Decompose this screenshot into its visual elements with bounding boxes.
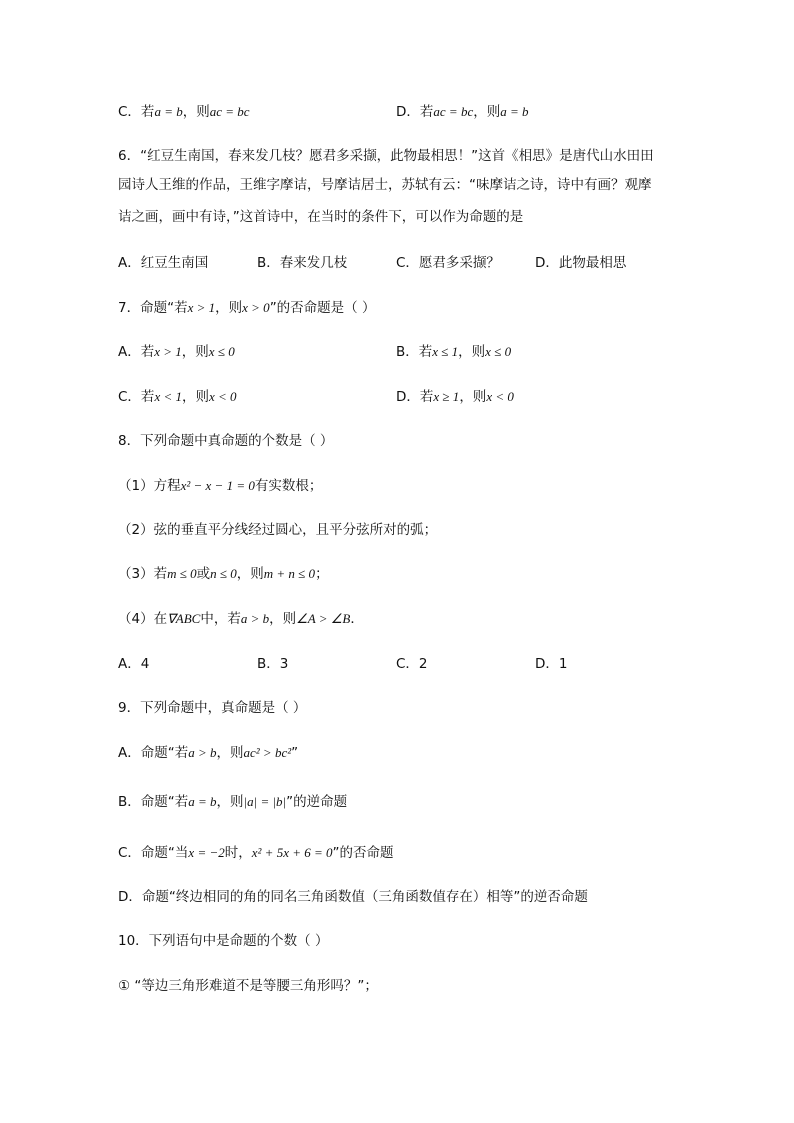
item-text: ； bbox=[315, 566, 329, 582]
option-sep: ，则 bbox=[181, 389, 209, 405]
math-expr: x ≤ 0 bbox=[485, 344, 512, 359]
math-expr: ac = bc bbox=[209, 104, 250, 119]
option-text: ”的否命题 bbox=[332, 845, 394, 861]
q9-option-b bbox=[118, 791, 347, 813]
option-sep: ，则 bbox=[473, 104, 501, 120]
option-text: 时， bbox=[224, 845, 252, 861]
option-sep: ，则 bbox=[459, 389, 487, 405]
item-text: ，则 bbox=[269, 611, 297, 627]
math-expr: x < 1 bbox=[154, 389, 182, 404]
math-expr: m + n ≤ 0 bbox=[263, 566, 316, 581]
q6-stem-line-2: 园诗人王维的作品，王维字摩诘，号摩诘居士，苏轼有云：“味摩诘之诗，诗中有画？观摩 bbox=[118, 177, 652, 193]
math-expr: a > b bbox=[240, 611, 270, 626]
q5-option-d bbox=[396, 101, 529, 123]
math-expr: n ≤ 0 bbox=[210, 566, 237, 581]
math-expr: x ≤ 1 bbox=[432, 344, 459, 359]
q10-stem: 10．下列语句中是命题的个数（ ） bbox=[118, 933, 329, 949]
q8-option-c: C．2 bbox=[396, 656, 428, 672]
q8-option-a: A．4 bbox=[118, 656, 150, 672]
stem-text: ，则 bbox=[215, 300, 243, 316]
math-expr: x > 1 bbox=[187, 300, 216, 315]
q6-option-c: C．愿君多采撷？ bbox=[396, 255, 500, 271]
math-expr: x ≤ 0 bbox=[208, 344, 235, 359]
option-label: C．若 bbox=[118, 389, 155, 405]
option-sep: ，则 bbox=[181, 344, 209, 360]
q7-stem bbox=[118, 297, 375, 319]
item-text: ，则 bbox=[236, 566, 264, 582]
q6-option-d: D．此物最相思 bbox=[535, 255, 627, 271]
math-expr: ac = bc bbox=[433, 104, 474, 119]
option-sep: ，则 bbox=[458, 344, 486, 360]
item-text: （1）方程 bbox=[118, 478, 181, 494]
q6-stem-line-3: 诘之画，画中有诗，”这首诗中，在当时的条件下，可以作为命题的是 bbox=[118, 209, 524, 225]
q9-option-a bbox=[118, 742, 298, 764]
math-expr: a = b bbox=[500, 104, 529, 119]
option-text: C．命题“当 bbox=[118, 845, 189, 861]
math-expr: x > 0 bbox=[242, 300, 270, 315]
option-text: ，则 bbox=[216, 794, 244, 810]
q9-option-d: D．命题“终边相同的角的同名三角函数值（三角函数值存在）相等”的逆否命题 bbox=[118, 889, 588, 905]
stem-text: 7．命题“若 bbox=[118, 300, 188, 316]
stem-text: ”的否命题是（ ） bbox=[269, 300, 376, 316]
option-label: A．若 bbox=[118, 344, 155, 360]
q8-option-b: B．3 bbox=[257, 656, 289, 672]
math-expr: x ≥ 1 bbox=[433, 389, 460, 404]
option-label: C．若 bbox=[118, 104, 155, 120]
option-label: B．若 bbox=[396, 344, 433, 360]
q7-option-a bbox=[118, 341, 235, 363]
math-expr: x < 0 bbox=[486, 389, 514, 404]
math-expr: m ≤ 0 bbox=[167, 566, 197, 581]
q10-item-1: ① “等边三角形难道不是等腰三角形吗？”； bbox=[118, 978, 378, 994]
option-label: D．若 bbox=[396, 389, 434, 405]
q8-item-4 bbox=[118, 608, 364, 630]
item-text: ． bbox=[350, 611, 364, 627]
q7-option-c bbox=[118, 386, 237, 408]
item-text: 有实数根； bbox=[254, 478, 323, 494]
q8-option-d: D．1 bbox=[535, 656, 568, 672]
option-label: D．若 bbox=[396, 104, 434, 120]
math-expr: a = b bbox=[154, 104, 183, 119]
item-text: 或 bbox=[196, 566, 211, 582]
item-text: （4）在 bbox=[118, 611, 168, 627]
q8-item-1 bbox=[118, 475, 322, 497]
option-text: ，则 bbox=[216, 745, 244, 761]
q8-stem: 8．下列命题中真命题的个数是（ ） bbox=[118, 433, 334, 449]
q8-item-2: （2）弦的垂直平分线经过圆心，且平分弦所对的弧； bbox=[118, 522, 438, 538]
q8-item-3 bbox=[118, 563, 329, 585]
q6-option-a: A．红豆生南国 bbox=[118, 255, 209, 271]
math-expr: |a| = |b| bbox=[243, 794, 287, 809]
item-text: （3）若 bbox=[118, 566, 168, 582]
math-expr: x = −2 bbox=[188, 845, 225, 860]
q6-stem-line-1: 6．“红豆生南国，春来发几枝？愿君多采撷，此物最相思！”这首《相思》是唐代山水田田 bbox=[118, 148, 654, 164]
option-sep: ，则 bbox=[182, 104, 210, 120]
q9-stem: 9．下列命题中，真命题是（ ） bbox=[118, 700, 307, 716]
option-text: ” bbox=[291, 745, 299, 761]
math-expr: x² + 5x + 6 = 0 bbox=[251, 845, 333, 860]
math-expr: a > b bbox=[188, 745, 217, 760]
q5-option-c bbox=[118, 101, 250, 123]
q7-option-d bbox=[396, 386, 514, 408]
math-expr: a = b bbox=[188, 794, 217, 809]
option-text: ”的逆命题 bbox=[286, 794, 348, 810]
math-expr: ac² > bc² bbox=[243, 745, 292, 760]
math-expr: x² − x − 1 = 0 bbox=[180, 478, 255, 493]
item-text: 中，若 bbox=[200, 611, 241, 627]
q9-option-c bbox=[118, 842, 394, 864]
math-expr: ∇ABC bbox=[167, 611, 201, 626]
q7-option-b bbox=[396, 341, 511, 363]
option-text: B．命题“若 bbox=[118, 794, 189, 810]
q6-option-b: B．春来发几枝 bbox=[257, 255, 348, 271]
math-expr: ∠A > ∠B bbox=[296, 611, 351, 626]
option-text: A．命题“若 bbox=[118, 745, 189, 761]
math-expr: x > 1 bbox=[154, 344, 182, 359]
math-expr: x < 0 bbox=[208, 389, 237, 404]
